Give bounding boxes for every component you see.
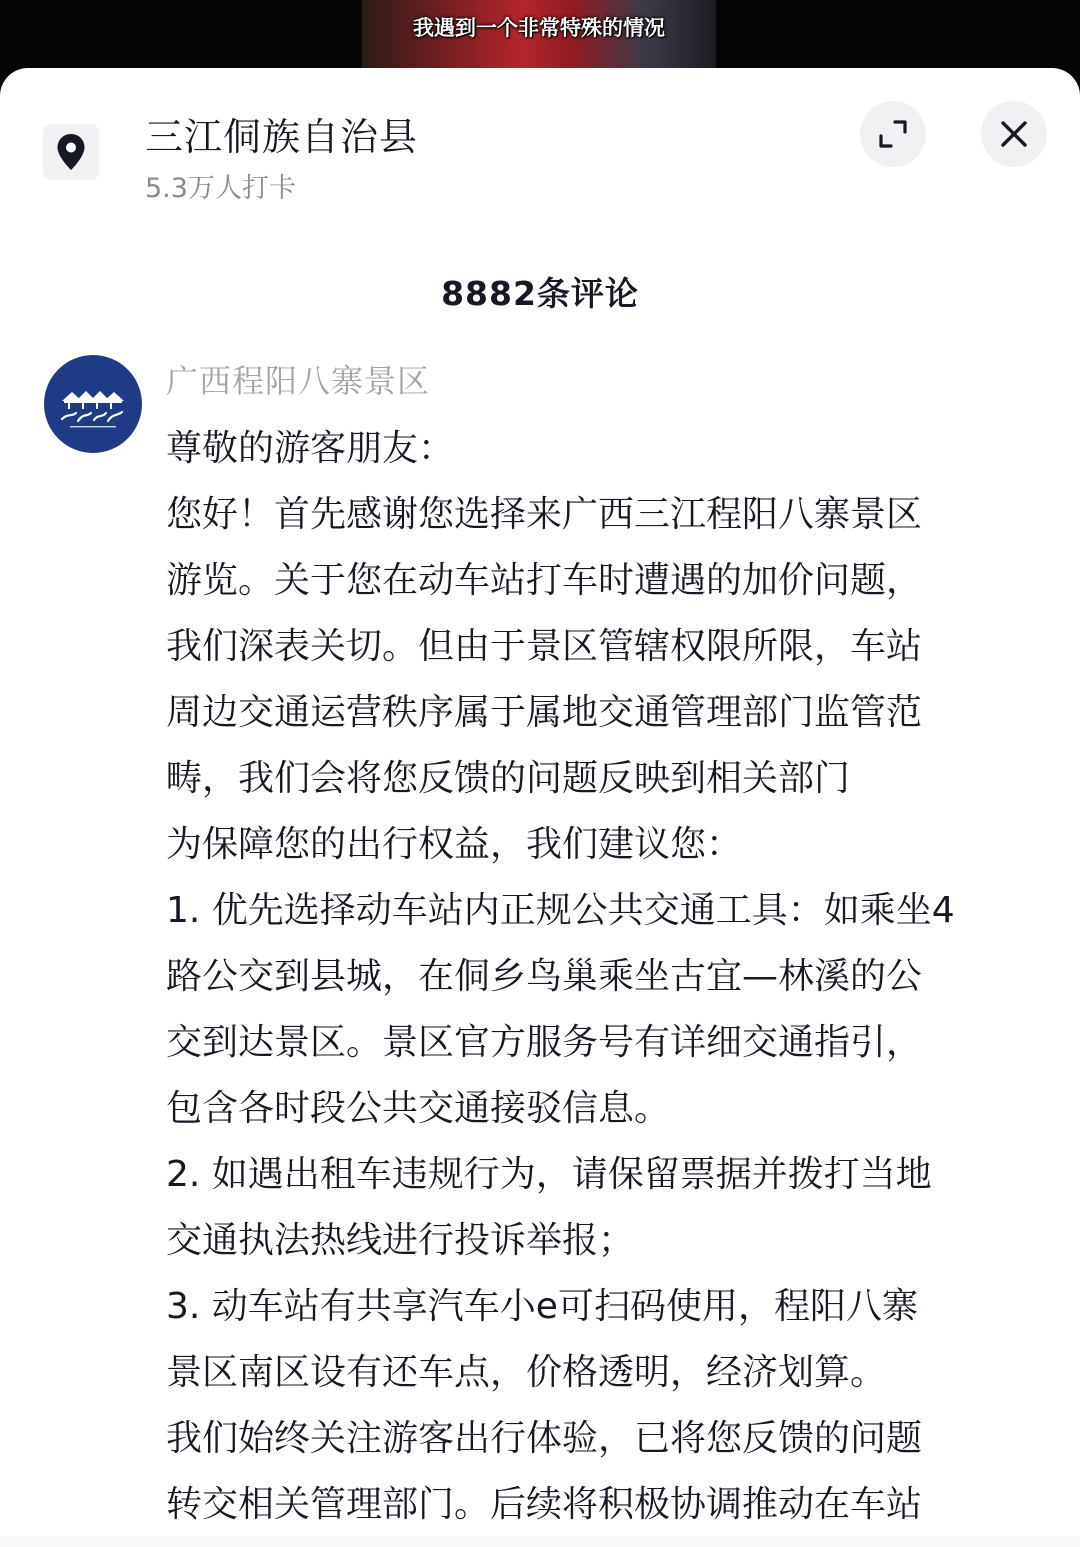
comments-sheet [0,68,1080,1547]
comment-line: 1. 优先选择动车站内正规公共交通工具：如乘坐4 [166,890,955,931]
comment-line: 2. 如遇出租车违规行为，请保留票据并拨打当地 [166,1154,932,1195]
comment-line: 周边交通运营秩序属于属地交通管理部门监管范 [166,692,923,733]
comment-line: 交通执法热线进行投诉举报； [166,1220,635,1261]
comment-line: 畴，我们会将您反馈的问题反映到相关部门 [166,758,851,799]
comment-line: 我们始终关注游客出行体验，已将您反馈的问题 [166,1418,923,1459]
comment-count: 8882条评论 [441,274,639,313]
comment-line: 3. 动车站有共享汽车小e可扫码使用，程阳八寨 [166,1286,918,1327]
location-pin-icon [43,124,99,180]
comment-line: 交到达景区。景区官方服务号有详细交通指引， [166,1022,923,1063]
video-caption: 我遇到一个非常特殊的情况 [413,16,665,40]
close-button[interactable] [981,101,1047,167]
expand-icon [875,116,911,152]
comment-line: 尊敬的游客朋友： [166,428,455,469]
comment-line: 游览。关于您在动车站打车时遭遇的加价问题， [166,560,923,601]
close-icon [998,118,1030,150]
comment-line: 为保障您的出行权益，我们建议您： [166,824,743,865]
comment-line: 包含各时段公共交通接驳信息。 [166,1088,671,1129]
bottom-edge [0,1536,1080,1547]
location-title[interactable]: 三江侗族自治县 [145,115,419,159]
expand-button[interactable] [860,101,926,167]
comment-line: 我们深表关切。但由于景区管辖权限所限，车站 [166,626,923,667]
author-avatar[interactable] [44,355,142,453]
comment-author[interactable]: 广西程阳八寨景区 [166,362,431,400]
comment-line: 路公交到县城，在侗乡鸟巢乘坐古宜—林溪的公 [166,956,923,997]
checkin-count: 5.3万人打卡 [145,173,296,204]
comment-line: 您好！首先感谢您选择来广西三江程阳八寨景区 [166,494,923,535]
comment-text [166,416,1046,1538]
comment-line: 转交相关管理部门。后续将积极协调推动在车站 [166,1484,923,1525]
comment-line: 景区南区设有还车点，价格透明，经济划算。 [166,1352,887,1393]
chengyang-logo-icon [44,355,142,453]
